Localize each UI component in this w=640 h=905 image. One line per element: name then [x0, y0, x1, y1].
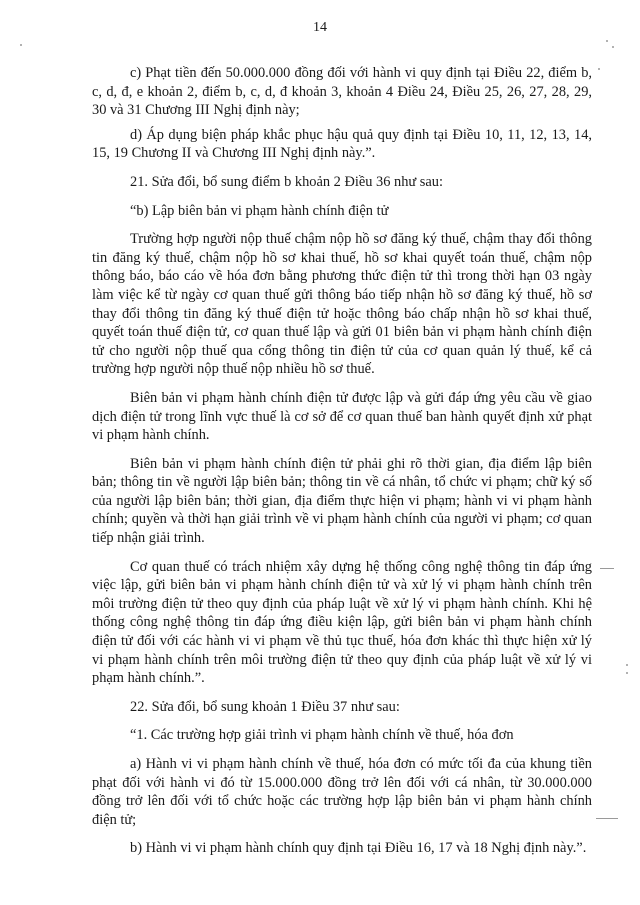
paragraph-point-b: b) Hành vi vi phạm hành chính quy định tại Điều 16, 17 và 18 Nghị định này.”. [130, 840, 587, 857]
scan-speck [626, 672, 628, 674]
scan-speck [598, 68, 600, 70]
scan-speck [20, 44, 22, 46]
paragraph-late-filing: Trường hợp người nộp thuế chậm nộp hồ sơ đăng ký thuế, chậm thay đổi thông tin đăng ký thuế, chậm nộp hồ sơ khai thuế, hồ sơ khai quyết toán thuế, chậm nộp thông báo, báo cáo về hóa đơn bằng phương thức điện tử thì trong thời hạn 03 ngày làm việc kể từ ngày cơ quan thuế gửi thông báo tiếp nhận hồ sơ đăng ký thuế, hồ sơ thay đổi thông tin đăng ký thuế điện tử hoặc thông báo chấp nhận hồ sơ khai thuế, quyết toán thuế điện tử, cơ quan thuế lập và gửi 01 biên bản vi phạm hành chính điện tử cho người nộp thuế qua cổng thông tin điện tử của cơ quan quản lý thuế, kể cả trường hợp người nộp thuế nộp nhiều hồ sơ thuế. [92, 231, 592, 378]
page-number: 14 [313, 20, 327, 35]
scan-speck [600, 568, 614, 569]
paragraph-clause-1-title: “1. Các trường hợp giải trình vi phạm hành chính về thuế, hóa đơn [130, 727, 514, 744]
paragraph-electronic-record-basis: Biên bản vi phạm hành chính điện tử được lập và gửi đáp ứng yêu cầu về giao dịch điện tử trong lĩnh vực thuế là cơ sở để cơ quan thuế ban hành quyết định xử phạt vi phạm hành chính. [92, 389, 592, 444]
scan-speck [596, 818, 618, 819]
paragraph-item-22-heading: 22. Sửa đổi, bổ sung khoản 1 Điều 37 như sau: [130, 698, 400, 715]
scan-speck [606, 40, 608, 42]
paragraph-tax-authority-responsibility: Cơ quan thuế có trách nhiệm xây dựng hệ thống công nghệ thông tin đáp ứng việc lập, gửi biên bản vi phạm hành chính điện tử và xử lý vi phạm hành chính trên môi trường điện tử theo quy định của pháp luật về xử lý vi phạm hành chính. Khi hệ thống công nghệ thông tin đáp ứng điều kiện lập, gửi biên bản vi phạm hành chính điện tử đối với các hành vi vi phạm về thủ tục thuế, hóa đơn khác thì thực hiện xử lý vi phạm hành chính trên môi trường điện tử theo quy định của pháp luật về xử lý vi phạm hành chính.”. [92, 558, 592, 687]
paragraph-record-contents: Biên bản vi phạm hành chính điện tử phải ghi rõ thời gian, địa điểm lập biên bản; thông tin về người lập biên bản; thông tin về cá nhân, tổ chức vi phạm; chữ ký số của người lập biên bản; thời gian, địa điểm thực hiện vi phạm; hành vi vi phạm hành chính; quyền và thời hạn giải trình về vi phạm hành chính của người vi phạm; cơ quan tiếp nhận giải trình. [92, 455, 592, 547]
paragraph-point-c: c) Phạt tiền đến 50.000.000 đồng đối với hành vi quy định tại Điều 22, điểm b, c, d, đ, e khoản 2, điểm b, c, d, đ khoản 3, khoản 4 Điều 24, Điều 25, 26, 27, 28, 29, 30 và 31 Chương III Nghị định này; [92, 65, 592, 119]
document-body [92, 64, 592, 868]
paragraph-item-21-heading: 21. Sửa đổi, bổ sung điểm b khoản 2 Điều 36 như sau: [130, 173, 443, 190]
paragraph-point-a: a) Hành vi vi phạm hành chính về thuế, hóa đơn có mức tối đa của khung tiền phạt đối với hành vi đó từ 15.000.000 đồng trở lên đối với cá nhân, từ 30.000.000 đồng trở lên đối với tổ chức hoặc các trường hợp lập biên bản vi phạm hành chính điện tử; [92, 756, 592, 828]
paragraph-point-b-title: “b) Lập biên bản vi phạm hành chính điện tử [130, 202, 389, 219]
scan-speck [626, 664, 628, 666]
paragraph-point-d: d) Áp dụng biện pháp khắc phục hậu quả quy định tại Điều 10, 11, 12, 13, 14, 15, 19 Chương II và Chương III Nghị định này.”. [92, 126, 592, 162]
scan-speck [612, 46, 614, 48]
